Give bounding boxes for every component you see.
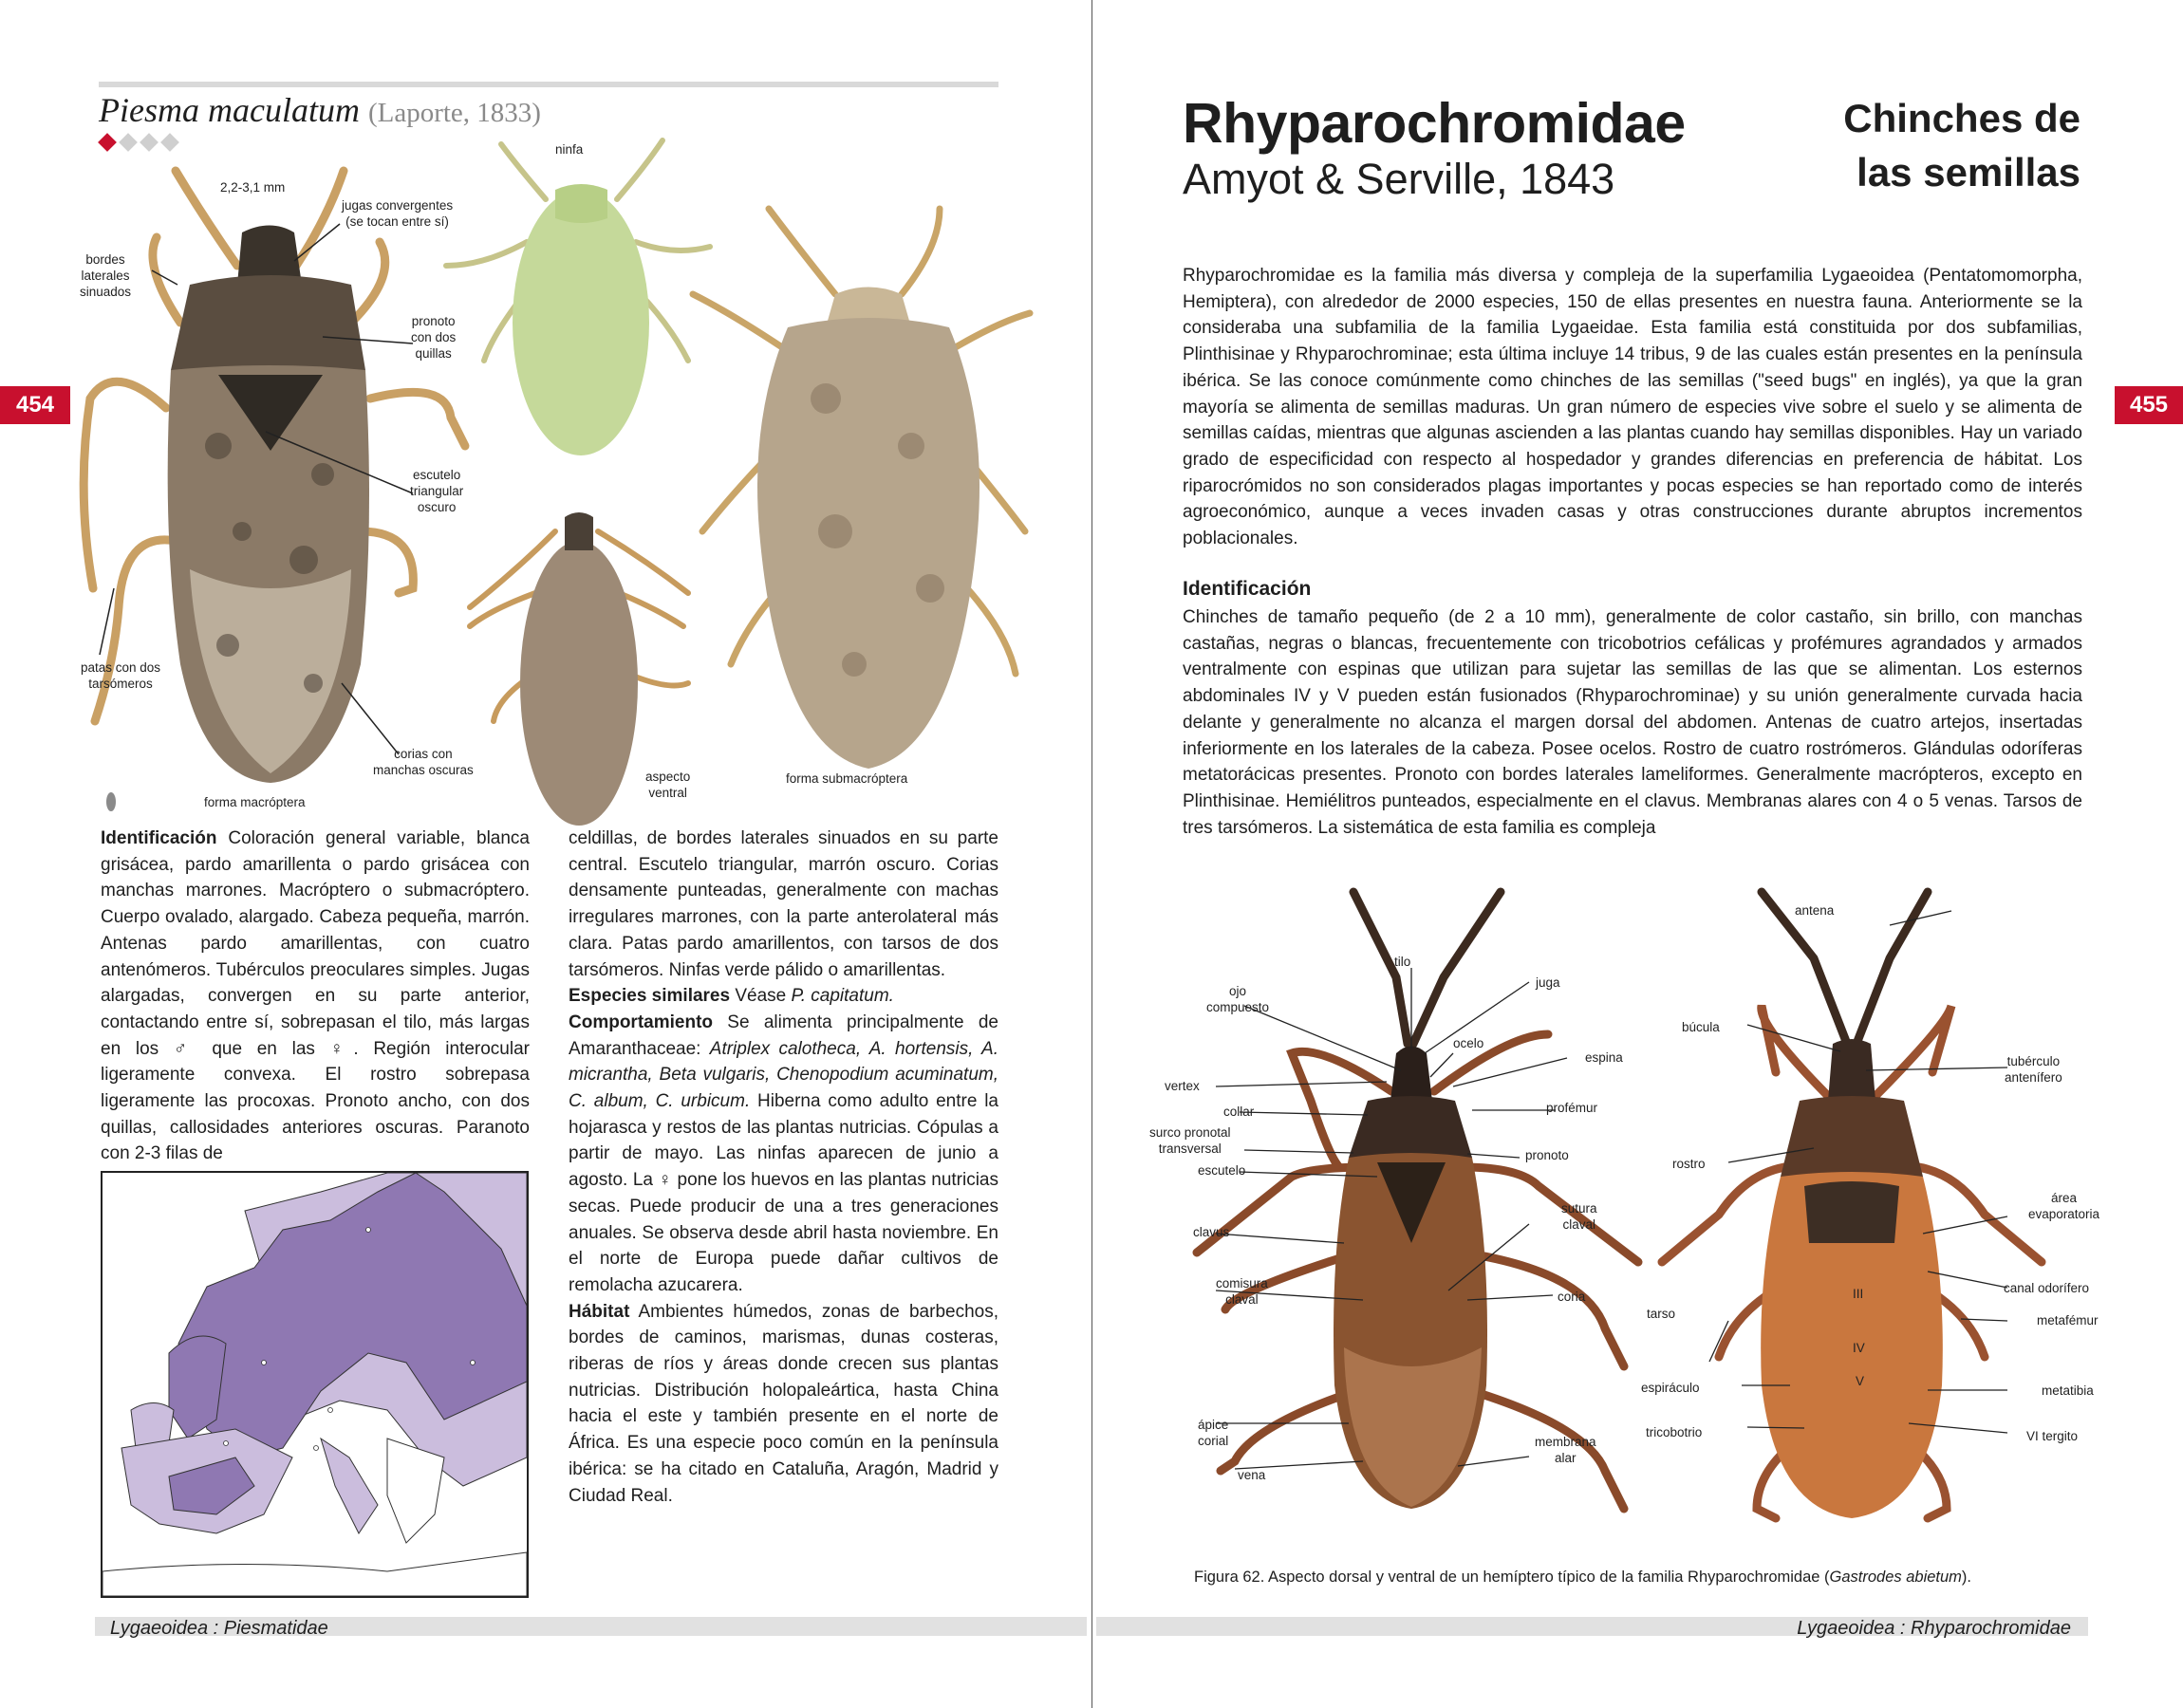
common-name-line-1: Chinches de xyxy=(1843,96,2080,140)
label-ojo-compuesto: ojo compuesto xyxy=(1206,984,1270,1014)
submacroptera-label: forma submacróptera xyxy=(786,771,908,786)
label-sutura-claval: sutura claval xyxy=(1561,1201,1597,1232)
label-espiraculo: espiráculo xyxy=(1641,1381,1700,1395)
figure-62 xyxy=(1092,854,2183,1566)
ventral-bug-photo xyxy=(1662,892,2042,1518)
size-label: 2,2-3,1 mm xyxy=(220,180,286,195)
label-surco-pronotal: surco pronotal transversal xyxy=(1149,1125,1231,1156)
similares-text: Véase xyxy=(730,986,792,1007)
page-number-tab: 455 xyxy=(2115,386,2183,424)
label-vena: vena xyxy=(1238,1468,1266,1482)
label-espina: espina xyxy=(1585,1050,1623,1065)
label-sternite-iii: III xyxy=(1853,1287,1864,1301)
label-membrana-alar: membrana alar xyxy=(1535,1435,1596,1465)
comportamiento-heading: Comportamiento xyxy=(569,1012,713,1032)
label-juga: juga xyxy=(1536,975,1560,990)
label-canal-odorifero: canal odorífero xyxy=(2004,1281,2090,1295)
label-vertex: vertex xyxy=(1165,1079,1200,1093)
family-title: Rhyparochromidae xyxy=(1183,92,1686,155)
identification-text: Chinches de tamaño pequeño (de 2 a 10 mm), generalmente de color castaño, sin brillo, con manchas castañas, negras o blancas, frecuentemente con tricobotrios cefálicas y profémures agrandados y armados ventralmente con espinas que utilizan para sujetar las semillas de las que se alimentan. Los esternos abdominales IV y V pueden están fusionados (Rhyparochrominae) y su unión generalmente curvada hacia delante y generalmente no alcanza el margen dorsal del abdomen. Antenas de cuatro artejos, insertadas inferiormente en los laterales de la cabeza. Posee ocelos. Rostro de cuatro rostrómeros. Glándulas odoríferas metatorácicas presentes. Pronoto con bordes laterales lameliformes. Generalmente macrópteros, excepto en Plinthisinae. Hemiélitros punteados, especialmente en el clavus. Membranas alares con 4 o 5 venas. Tarsos de tres tarsómeros. La sistemática de esta familia es compleja xyxy=(1183,607,2082,838)
nymph-photo xyxy=(446,140,710,455)
label-tarso: tarso xyxy=(1647,1307,1676,1321)
label-rostro: rostro xyxy=(1672,1157,1706,1171)
label-ocelo: ocelo xyxy=(1453,1036,1484,1050)
macroptera-label: forma macróptera xyxy=(204,795,306,809)
label-apice-corial: ápice corial xyxy=(1198,1418,1229,1448)
label-metafemur: metafémur xyxy=(2037,1313,2099,1327)
size-marker-icon xyxy=(106,792,116,811)
distribution-map xyxy=(101,1171,529,1598)
species-author: (Laporte, 1833) xyxy=(367,98,541,128)
label-sternite-iv: IV xyxy=(1853,1341,1865,1355)
caption-species: Gastrodes abietum xyxy=(1829,1569,1962,1586)
footer-text: Lygaeoidea : Rhyparochromidae xyxy=(1797,1618,2071,1639)
label-pronoto: pronoto xyxy=(1525,1148,1569,1162)
jugas-label: jugas convergentes (se tocan entre sí) xyxy=(342,198,454,229)
patas-label: patas con dos tarsómeros xyxy=(81,660,161,691)
label-collar: collar xyxy=(1223,1105,1255,1119)
label-antena: antena xyxy=(1795,903,1835,918)
common-name-line-2: las semillas xyxy=(1856,150,2080,195)
similares-species: P. capitatum. xyxy=(791,986,894,1007)
label-metatibia: metatibia xyxy=(2042,1383,2094,1398)
label-clavus: clavus xyxy=(1193,1225,1230,1239)
label-comisura-claval: comisura claval xyxy=(1216,1276,1268,1307)
family-intro-text: Rhyparochromidae es la familia más diversa y compleja de la superfamilia Lygaeoidea (Pentatomomorpha, Hemiptera), con alrededor de 2000 especies, 150 de ellas presentes en nuestra fauna. Anteriormente se la consideraba una subfamilia de la familia Lygaeidae. Esta familia está constituida por dos subfamilias, Plinthisinae y Rhyparochrominae; esta última incluye 14 tribus, 9 de las cuales están presentes en la península ibérica. Se las conoce comúnmente como chinches de las semillas ("seed bugs" en inglés), ya que la gran mayoría se alimenta de semillas maduras. Un gran número de especies vive sobre el suelo y se alimenta de semillas caídas, mientras que algunas ascienden a las plantas cuando hay semillas disponibles. Hay un variado grado de especificidad con respecto al hospedador y grandes diferencias en preferencia de hábitat. Los riparocrómidos no son considerados plagas importantes y pocas especies se han reportado como de interés agroeconómico, aunque a veces invaden casas y otras construcciones durante abruptos incrementos poblacionales. xyxy=(1183,266,2082,549)
label-coria: coria xyxy=(1558,1290,1586,1304)
label-sternite-v: V xyxy=(1856,1374,1865,1388)
label-vi-tergito: VI tergito xyxy=(2026,1429,2079,1443)
caption-end: ). xyxy=(1961,1569,1972,1586)
species-name: Piesma maculatum xyxy=(99,91,360,129)
label-tilo: tilo xyxy=(1394,955,1411,969)
identification-body: Coloración general variable, blanca grisácea, pardo amarillenta o pardo grisácea con manchas marrones. Macróptero o submacróptero. Cuerpo ovalado, alargado. Cabeza pequeña, marrón. Antenas pardo amarillentas, con cuatro antenómeros. Tubérculos preoculares simples. Jugas alargadas, convergen en su parte anterior, contactando entre sí, sobrepasan el tilo, más largas en los ♂ que en las ♀. Región interocular ligeramente convexa. El rostro sobrepasa ligeramente las procoxas. Pronoto ancho, con dos quillas, callosidades anteriores oscuras. Paranoto con 2-3 filas de xyxy=(101,828,530,1164)
footer-text: Lygaeoidea : Piesmatidae xyxy=(110,1618,328,1639)
comportamiento-text-1: Se alimenta principalmente de Amaranthaceae: xyxy=(569,1012,998,1059)
pronoto-label: pronoto con dos quillas xyxy=(411,314,457,361)
ventral-label: aspecto ventral xyxy=(645,770,691,800)
habitat-heading: Hábitat xyxy=(569,1301,630,1322)
submacroptera-photo xyxy=(693,209,1030,769)
label-area-evaporatoria: área evaporatoria xyxy=(2028,1191,2100,1221)
label-profemur: profémur xyxy=(1546,1101,1598,1115)
habitat-text: Ambientes húmedos, zonas de barbechos, bordes de caminos, marismas, dunas costeras, riberas de ríos y áreas donde crecen sus plantas nutricias. Distribución holopaleártica, hasta China hacia el este y también presente en el norte de África. Es una especie poco común en la península ibérica: se ha citado en Cataluña, Aragón, Madrid y Ciudad Real. xyxy=(569,1301,998,1506)
family-author: Amyot & Serville, 1843 xyxy=(1183,155,1615,203)
label-tuberculo-antenifero: tubérculo anteníferо xyxy=(2005,1054,2062,1085)
label-escutelo: escutelo xyxy=(1198,1163,1246,1178)
identification-heading: Identificación xyxy=(101,828,217,848)
bordes-label: bordes laterales sinuados xyxy=(80,252,132,299)
identification-continued: celdillas, de bordes laterales sinuados en su parte central. Escutelo triangular, marrón oscuro. Corias densamente punteadas, generalmente con machas irregulares marrones, con la parte anterolateral más clara. Patas pardo amarillentos, con tarsos de dos tarsómeros. Ninfas verde pálido o amarillentas. xyxy=(569,828,998,980)
caption-text: Figura 62. Aspecto dorsal y ventral de un hemíptero típico de la familia Rhyparochromidae ( xyxy=(1194,1569,1830,1586)
comportamiento-text-2: Hiberna como adulto entre la hojarasca y restos de las plantas nutricias. Cópulas a partir de mayo. Las ninfas aparecen de junio a agosto. La ♀ pone los huevos en las plantas nutricias secas. Puede producir de una a tres generaciones anuales. Se observa desde abril hasta noviembre. En el norte de Europa puede dañar cultivos de remolacha azucarera. xyxy=(569,1091,998,1295)
column-2-text xyxy=(569,826,998,1509)
figure-caption xyxy=(1194,1569,1971,1587)
identification-text xyxy=(101,826,530,1167)
similares-heading: Especies similares xyxy=(569,986,731,1007)
page-number-tab: 454 xyxy=(0,386,70,424)
corias-label: corias con manchas oscuras xyxy=(373,747,474,777)
species-photographs xyxy=(0,0,1092,835)
label-bucula: búcula xyxy=(1682,1020,1720,1034)
label-tricobotrio: tricobotrio xyxy=(1646,1425,1703,1439)
common-name xyxy=(1843,91,2080,199)
comportamiento-plants: Atriplex calotheca, A. hortensis, A. micrantha, Beta vulgaris, Chenopodium acuminatum, C. album, C. urbicum. xyxy=(569,1038,999,1112)
escutelo-label: escutelo triangular oscuro xyxy=(410,468,464,514)
ninfa-label: ninfa xyxy=(555,142,584,157)
identification-heading: Identificación xyxy=(1183,578,1312,600)
